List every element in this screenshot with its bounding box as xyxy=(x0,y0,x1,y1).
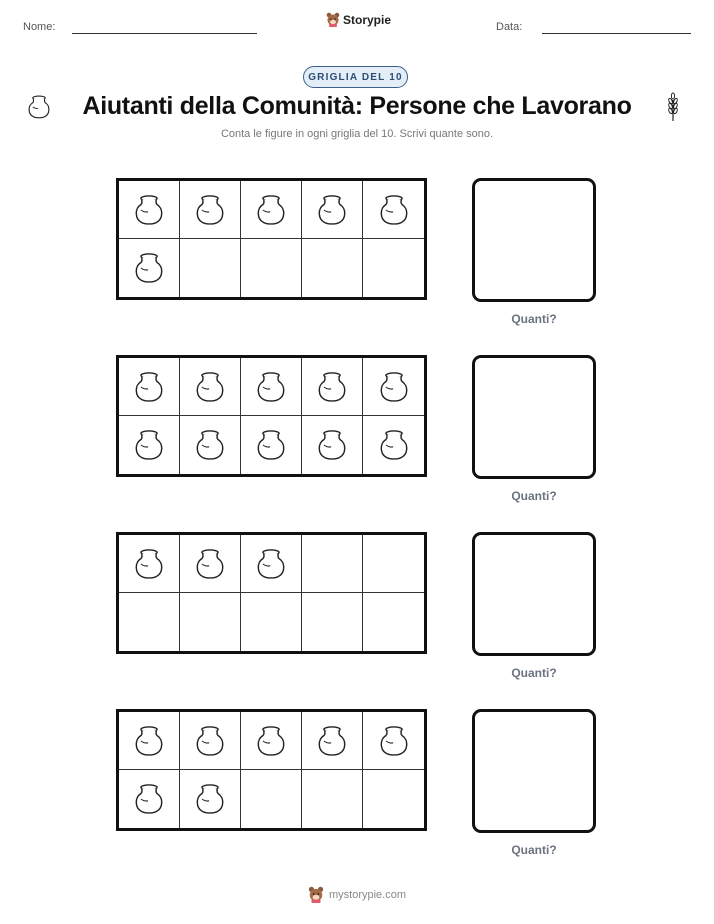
ten-frame-cell xyxy=(363,712,424,770)
ten-frame-4 xyxy=(116,709,427,831)
pot-icon xyxy=(131,723,167,759)
answer-label-4: Quanti? xyxy=(511,843,557,857)
date-line[interactable] xyxy=(542,33,691,34)
ten-frame-cell xyxy=(302,239,363,297)
ten-frame-cell xyxy=(302,181,363,239)
ten-frame-cell xyxy=(119,181,180,239)
footer xyxy=(0,886,714,903)
pot-icon xyxy=(192,781,228,817)
ten-frame-3 xyxy=(116,532,427,654)
pot-icon xyxy=(376,192,412,228)
answer-box-1[interactable] xyxy=(472,178,596,302)
ten-frame-cell xyxy=(119,593,180,651)
ten-frame-cell xyxy=(302,593,363,651)
pot-icon xyxy=(131,781,167,817)
pot-icon xyxy=(253,427,289,463)
ten-frame-cell xyxy=(180,239,241,297)
pot-icon xyxy=(131,369,167,405)
ten-frame-cell xyxy=(180,181,241,239)
ten-frame-cell xyxy=(180,535,241,593)
ten-frame-2 xyxy=(116,355,427,477)
ten-frame-cell xyxy=(363,181,424,239)
ten-frame-cell xyxy=(363,416,424,474)
ten-frame-cell xyxy=(363,239,424,297)
answer-box-2[interactable] xyxy=(472,355,596,479)
ten-frame-cell xyxy=(119,770,180,828)
ten-frame-cell xyxy=(241,593,302,651)
ten-frame-cell xyxy=(363,593,424,651)
page-title: Aiutanti della Comunità: Persone che Lavorano xyxy=(82,92,632,120)
ten-frame-cell xyxy=(363,358,424,416)
pot-icon xyxy=(192,546,228,582)
answer-box-3[interactable] xyxy=(472,532,596,656)
ten-frame-cell xyxy=(302,770,363,828)
logo-text: Storypie xyxy=(343,12,392,27)
ten-frame-cell xyxy=(119,239,180,297)
answer-label-1: Quanti? xyxy=(511,312,557,326)
pot-icon xyxy=(192,723,228,759)
ten-frame-cell xyxy=(119,416,180,474)
pot-icon xyxy=(314,427,350,463)
pot-icon xyxy=(131,250,167,286)
pot-icon xyxy=(253,192,289,228)
ten-frame-cell xyxy=(241,358,302,416)
bear-logo-icon xyxy=(308,886,324,903)
ten-frame-cell xyxy=(241,416,302,474)
ten-frame-cell xyxy=(241,239,302,297)
answer-label-2: Quanti? xyxy=(511,489,557,503)
pot-icon xyxy=(314,369,350,405)
name-line[interactable] xyxy=(72,33,257,34)
name-label: Nome: xyxy=(23,21,56,33)
pot-icon xyxy=(192,192,228,228)
answer-box-4[interactable] xyxy=(472,709,596,833)
pot-icon xyxy=(376,369,412,405)
pot-icon xyxy=(314,192,350,228)
ten-frame-cell xyxy=(241,712,302,770)
storypie-logo xyxy=(326,12,391,27)
ten-frame-cell xyxy=(302,712,363,770)
ten-frame-cell xyxy=(241,770,302,828)
instructions: Conta le figure in ogni griglia del 10. Scrivi quante sono. xyxy=(220,128,494,140)
pot-icon xyxy=(131,427,167,463)
pot-icon xyxy=(131,192,167,228)
ten-frame-cell xyxy=(180,358,241,416)
pot-icon xyxy=(253,723,289,759)
ten-frame-cell xyxy=(119,712,180,770)
ten-frame-cell xyxy=(119,358,180,416)
ten-frame-cell xyxy=(180,416,241,474)
ten-frame-cell xyxy=(241,535,302,593)
pot-icon xyxy=(314,723,350,759)
ten-frame-cell xyxy=(363,535,424,593)
pot-icon xyxy=(192,427,228,463)
ten-frame-cell xyxy=(180,712,241,770)
pot-icon xyxy=(376,723,412,759)
ten-frame-cell xyxy=(302,535,363,593)
answer-label-3: Quanti? xyxy=(511,666,557,680)
worksheet-type-badge: GRIGLIA DEL 10 xyxy=(303,66,408,88)
ten-frame-1 xyxy=(116,178,427,300)
date-label: Data: xyxy=(496,21,523,33)
bear-logo-icon xyxy=(326,12,340,27)
ten-frame-cell xyxy=(119,535,180,593)
pot-icon xyxy=(253,546,289,582)
ten-frame-cell xyxy=(180,770,241,828)
ten-frame-cell xyxy=(241,181,302,239)
pot-icon xyxy=(192,369,228,405)
wheat-icon xyxy=(665,92,681,122)
pot-icon xyxy=(131,546,167,582)
ten-frame-cell xyxy=(302,358,363,416)
pot-icon xyxy=(25,93,53,121)
ten-frame-cell xyxy=(302,416,363,474)
pot-icon xyxy=(376,427,412,463)
footer-url: mystorypie.com xyxy=(328,888,407,901)
pot-icon xyxy=(253,369,289,405)
ten-frame-cell xyxy=(180,593,241,651)
ten-frame-cell xyxy=(363,770,424,828)
